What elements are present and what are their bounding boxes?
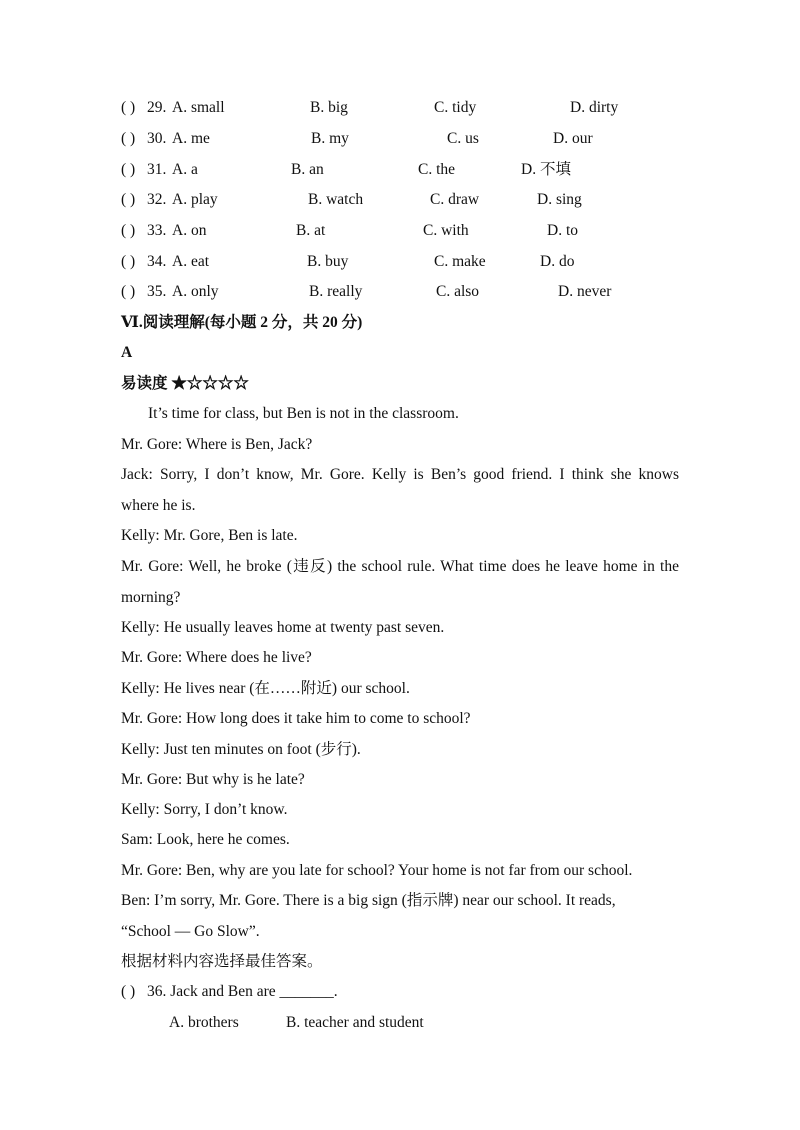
option-d: D. never bbox=[558, 283, 612, 300]
option-d: D. to bbox=[547, 222, 578, 239]
passage-line: Ben: I’m sorry, Mr. Gore. There is a big sign (指示牌) near our school. It reads, bbox=[121, 892, 616, 909]
option-a: A. me bbox=[172, 130, 210, 147]
option-a: A. eat bbox=[172, 253, 210, 270]
option-d: D. our bbox=[553, 130, 593, 147]
answer-paren: ( ) bbox=[121, 130, 136, 147]
mc-row-35 bbox=[121, 282, 781, 302]
answer-paren: ( ) bbox=[121, 161, 136, 178]
mc-row-32 bbox=[121, 190, 781, 210]
answer-paren: ( ) bbox=[121, 983, 136, 1000]
section-title: Ⅵ.阅读理解(每小题 2 分，共 20 分) bbox=[121, 314, 363, 331]
option-d: D. do bbox=[540, 253, 575, 270]
mc-row-31 bbox=[121, 160, 781, 180]
question-number: 34. bbox=[147, 253, 167, 270]
option-c: C. us bbox=[447, 130, 479, 147]
question-number: 30. bbox=[147, 130, 167, 147]
answer-paren: ( ) bbox=[121, 253, 136, 270]
passage-line: morning? bbox=[121, 589, 181, 606]
passage-line: Sam: Look, here he comes. bbox=[121, 831, 290, 848]
passage-line: “School — Go Slow”. bbox=[121, 923, 260, 940]
option-c: C. tidy bbox=[434, 99, 477, 116]
option-b: B. an bbox=[291, 161, 324, 178]
passage-line: Mr. Gore: How long does it take him to come to school? bbox=[121, 710, 471, 727]
option-a: A. on bbox=[172, 222, 207, 239]
option-c: C. also bbox=[436, 283, 480, 300]
option-a: A. play bbox=[172, 191, 218, 208]
passage-line: It’s time for class, but Ben is not in the classroom. bbox=[148, 405, 459, 422]
option-d: D. 不填 bbox=[521, 161, 571, 178]
answer-paren: ( ) bbox=[121, 283, 136, 300]
mc-row-29 bbox=[121, 98, 781, 118]
option-c: C. make bbox=[434, 253, 486, 270]
option-c: C. draw bbox=[430, 191, 480, 208]
answer-paren: ( ) bbox=[121, 99, 136, 116]
question-number: 29. bbox=[147, 99, 167, 116]
option-c: C. with bbox=[423, 222, 469, 239]
passage-line: Kelly: He lives near (在……附近) our school. bbox=[121, 680, 410, 697]
mc-row-34 bbox=[121, 252, 781, 272]
passage-line: Kelly: He usually leaves home at twenty past seven. bbox=[121, 619, 445, 636]
option-b: B. really bbox=[309, 283, 363, 300]
passage-line: Jack: Sorry, I don’t know, Mr. Gore. Kelly is Ben’s good friend. I think she knows bbox=[121, 466, 679, 483]
option-d: D. sing bbox=[537, 191, 582, 208]
passage-line: Kelly: Sorry, I don’t know. bbox=[121, 801, 288, 818]
question-36-options bbox=[121, 1013, 781, 1033]
passage-line: Kelly: Mr. Gore, Ben is late. bbox=[121, 527, 298, 544]
option-c: C. the bbox=[418, 161, 456, 178]
passage-line: Mr. Gore: Where is Ben, Jack? bbox=[121, 436, 313, 453]
answer-paren: ( ) bbox=[121, 191, 136, 208]
option-d: D. dirty bbox=[570, 99, 619, 116]
answer-paren: ( ) bbox=[121, 222, 136, 239]
passage-line: Mr. Gore: Where does he live? bbox=[121, 649, 312, 666]
question-stem: 36. Jack and Ben are _______. bbox=[147, 983, 338, 1000]
option-b: B. buy bbox=[307, 253, 349, 270]
question-number: 31. bbox=[147, 161, 167, 178]
mc-row-30 bbox=[121, 129, 781, 149]
passage-line: Mr. Gore: But why is he late? bbox=[121, 771, 305, 788]
question-number: 33. bbox=[147, 222, 167, 239]
option-a: A. small bbox=[172, 99, 225, 116]
option-a: A. only bbox=[172, 283, 219, 300]
passage-line: Mr. Gore: Ben, why are you late for school? Your home is not far from our school. bbox=[121, 862, 633, 879]
option-b: B. watch bbox=[308, 191, 364, 208]
option-b: B. at bbox=[296, 222, 326, 239]
passage-line: Kelly: Just ten minutes on foot (步行). bbox=[121, 741, 361, 758]
question-36 bbox=[121, 982, 781, 1002]
option-b: B. my bbox=[311, 130, 349, 147]
part-label: A bbox=[121, 344, 133, 361]
question-number: 32. bbox=[147, 191, 167, 208]
passage-line: Mr. Gore: Well, he broke (违反) the school rule. What time does he leave home in the bbox=[121, 558, 679, 575]
passage-line: where he is. bbox=[121, 497, 196, 514]
instruction: 根据材料内容选择最佳答案。 bbox=[121, 953, 323, 970]
option-b: B. big bbox=[310, 99, 348, 116]
mc-row-33 bbox=[121, 221, 781, 241]
difficulty-rating: 易读度 ★☆☆☆☆ bbox=[121, 375, 249, 392]
option-a: A. a bbox=[172, 161, 198, 178]
question-number: 35. bbox=[147, 283, 167, 300]
option-b: B. teacher and student bbox=[286, 1014, 424, 1031]
option-a: A. brothers bbox=[169, 1014, 239, 1031]
